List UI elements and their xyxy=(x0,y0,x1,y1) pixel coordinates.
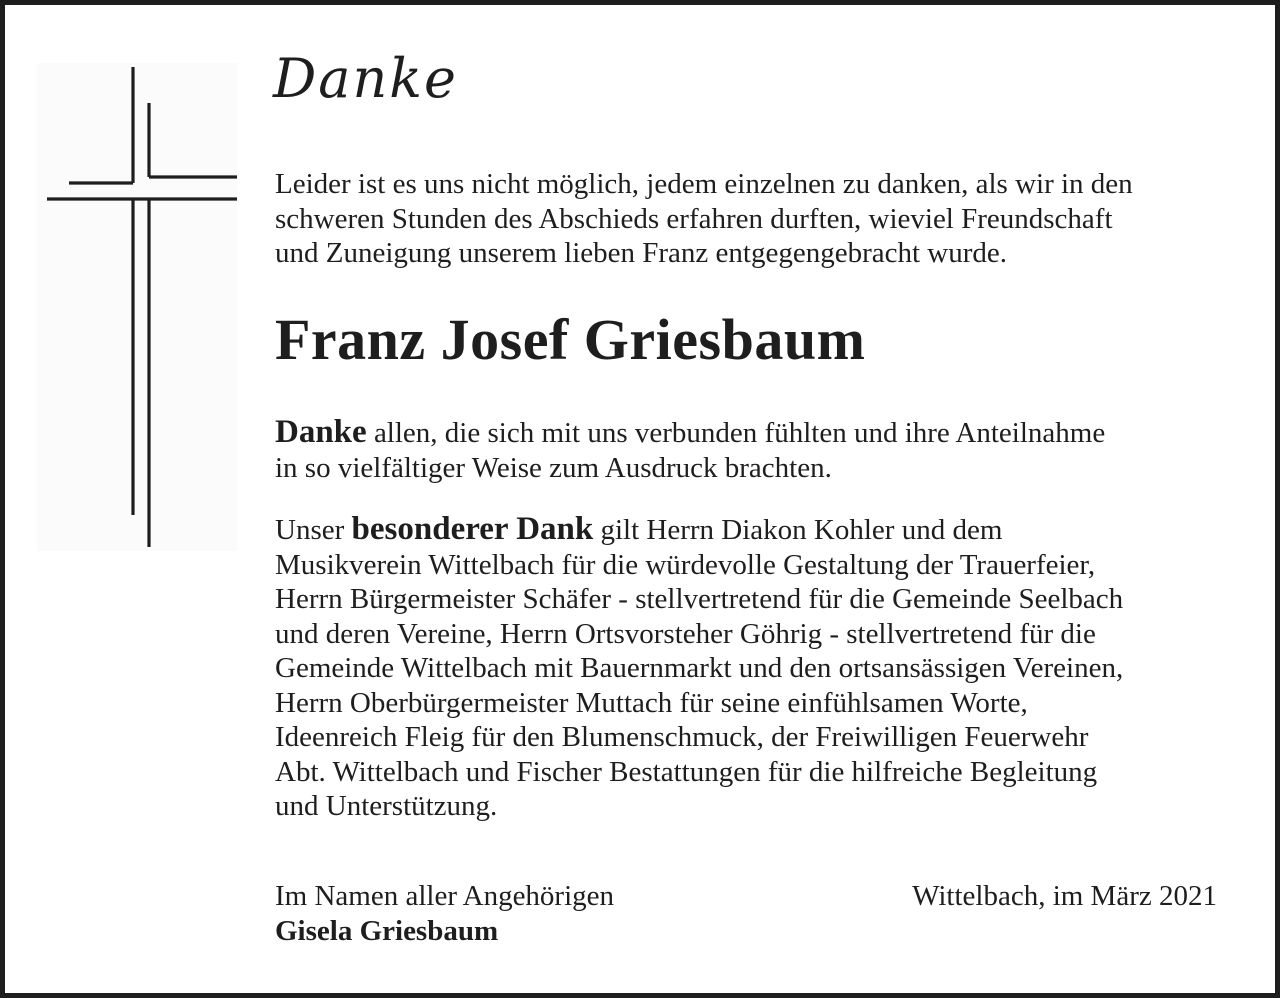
special-line: und Unterstützung. xyxy=(275,790,498,822)
thanks-line xyxy=(275,415,1105,451)
special-line: Musikverein Wittelbach für die würdevolle Gestaltung der Trauerfeier, xyxy=(275,548,1096,581)
special-prefix: Unser xyxy=(275,514,352,546)
intro-line: Leider ist es uns nicht möglich, jedem einzelnen zu danken, als wir in den xyxy=(275,168,1133,200)
cross-icon xyxy=(45,65,240,550)
thanks-line: in so vielfältiger Weise zum Ausdruck brachten. xyxy=(275,451,832,484)
special-thanks-paragraph xyxy=(275,512,1123,824)
special-line: Abt. Wittelbach und Fischer Bestattungen für die hilfreiche Begleitung xyxy=(275,755,1098,788)
special-line: Gemeinde Wittelbach mit Bauernmarkt und den ortsansässigen Vereinen, xyxy=(275,652,1124,684)
intro-line: und Zuneigung unserem lieben Franz entgegengebracht wurde. xyxy=(275,237,1007,269)
signer-name: Gisela Griesbaum xyxy=(275,914,499,947)
place-date: Wittelbach, im März 2021 xyxy=(912,880,1217,912)
script-title: Danke xyxy=(273,47,458,110)
on-behalf-text: Im Namen aller Angehörigen xyxy=(275,880,615,912)
thanks-line-rest: allen, die sich mit uns verbunden fühlten und ihre Anteilnahme xyxy=(366,417,1106,449)
intro-line: schweren Stunden des Abschieds erfahren durften, wieviel Freundschaft xyxy=(275,202,1113,235)
special-line-rest: gilt Herrn Diakon Kohler und dem xyxy=(593,514,1003,546)
deceased-name: Franz Josef Griesbaum xyxy=(275,307,866,372)
special-emphasis: besonderer Dank xyxy=(351,511,594,547)
special-line xyxy=(275,512,1123,548)
special-line: Ideenreich Fleig für den Blumenschmuck, der Freiwilligen Feuerwehr xyxy=(275,721,1089,753)
intro-paragraph xyxy=(275,167,1133,271)
special-line: Herrn Bürgermeister Schäfer - stellvertretend für die Gemeinde Seelbach xyxy=(275,583,1124,615)
special-line: Herrn Oberbürgermeister Muttach für seine einfühlsamen Worte, xyxy=(275,686,1028,719)
special-line: und deren Vereine, Herrn Ortsvorsteher Göhrig - stellvertretend für die xyxy=(275,617,1096,650)
signature-block xyxy=(275,879,614,948)
thanks-lead: Danke xyxy=(275,414,367,450)
thanks-paragraph xyxy=(275,415,1105,485)
